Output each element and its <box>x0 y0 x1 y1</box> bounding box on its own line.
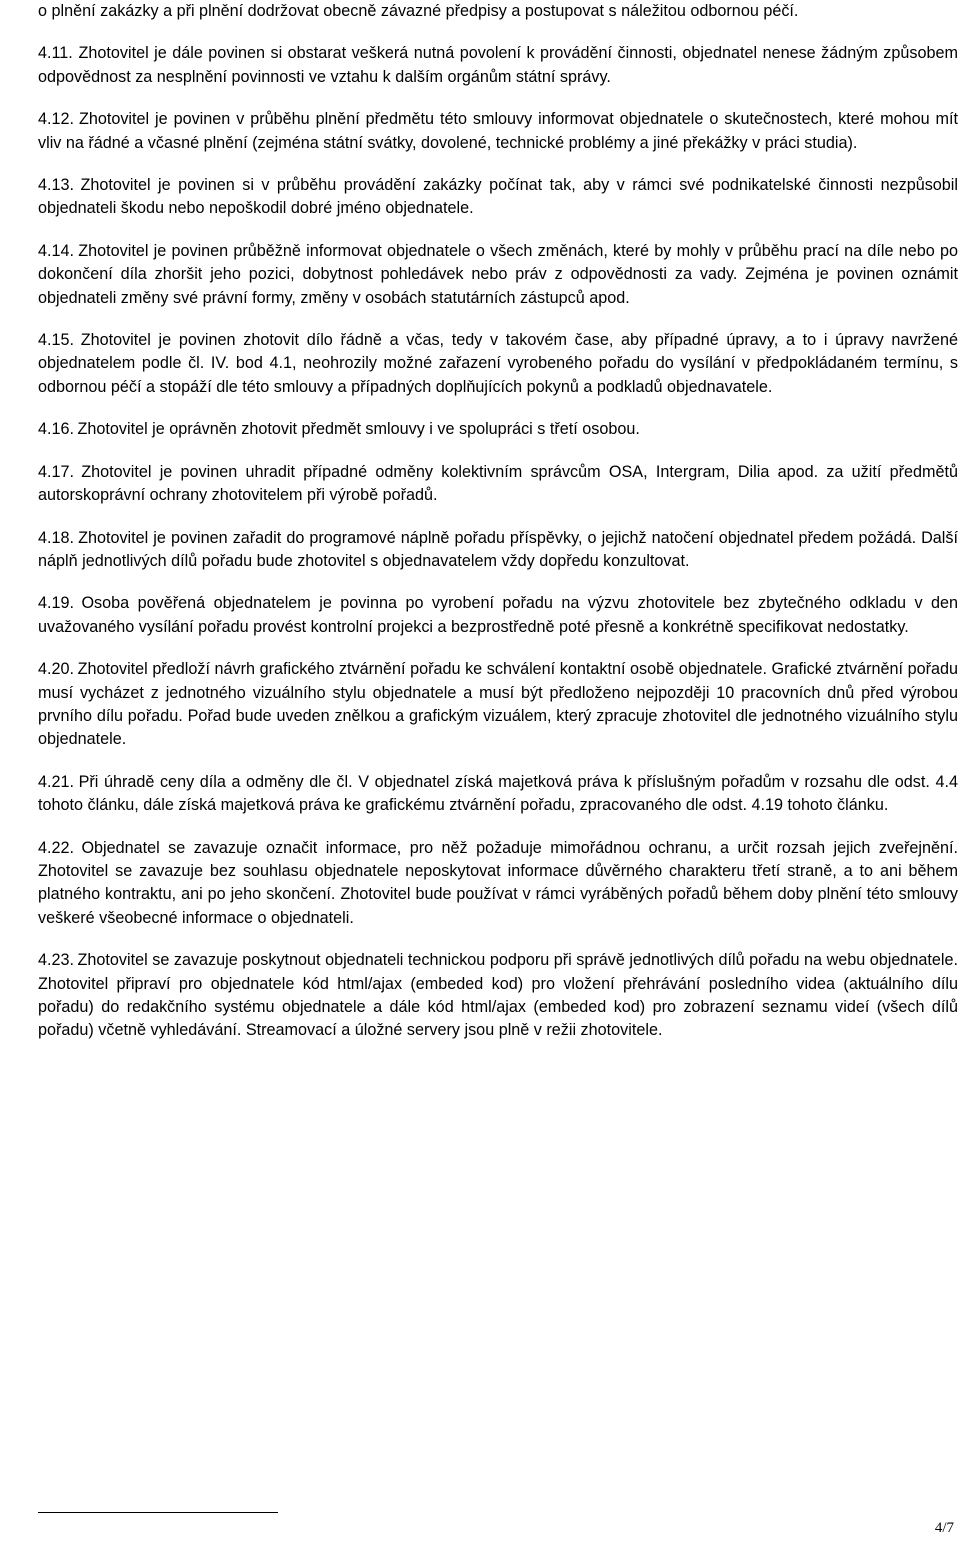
clause-number: 4.21. <box>38 772 75 791</box>
clause-4-22 <box>38 837 958 931</box>
clause-4-12 <box>38 108 958 155</box>
clause-text: Zhotovitel je povinen zařadit do programové náplně pořadu příspěvky, o jejichž natočení objednatel předem požádá. Další náplň jednotlivých dílů pořadu bude zhotovitel s objednavatelem vždy dopředu konzultovat. <box>38 528 958 570</box>
clause-text: Zhotovitel je povinen v průběhu plnění předmětu této smlouvy informovat objednatele o skutečnostech, které mohou mít vliv na řádné a včasné plnění (zejména státní svátky, dovolené, technické problémy a jiné překážky v práci studia). <box>38 110 958 152</box>
clause-4-16 <box>38 418 958 441</box>
clause-4-21 <box>38 771 958 818</box>
clause-text: Objednatel se zavazuje označit informace, pro něž požaduje mimořádnou ochranu, a určit rozsah jejich zveřejnění. Zhotovitel se zavazuje bez souhlasu objednatele neposkytovat informace důvěrného charakteru třetí straně, a to ani během platného kontraktu, ani po jeho skončení. Zhotovitel bude používat v rámci vyráběných pořadů během doby plnění této smlouvy veškeré všeobecné informace o objednateli. <box>38 838 959 927</box>
page-number: 4/7 <box>934 1520 954 1536</box>
clause-text: Při úhradě ceny díla a odměny dle čl. V objednatel získá majetková práva k příslušným pořadům v rozsahu dle odst. 4.4 tohoto článku, dále získá majetková práva ke grafickému ztvárnění pořadu, zpracovaného dle odst. 4.19 tohoto článku. <box>38 772 958 815</box>
clause-4-15 <box>38 329 958 399</box>
clause-number: 4.22. <box>38 838 75 857</box>
clause-text: Zhotovitel se zavazuje poskytnout objednateli technickou podporu při správě jednotlivých dílů pořadu na webu objednatele. Zhotovitel připraví pro objednatele kód html/ajax (embeded kod) pro vložení přehrávání posledního videa (aktuálního dílu pořadu) do redakčního systému objednatele a dále kód html/ajax (embeded kod) pro zobrazení seznamu videí (všech dílů pořadu) včetně vyhledávání. Streamovací a úložné servery jsou plně v režii zhotovitele. <box>38 951 959 1040</box>
clause-number: 4.17. <box>38 462 75 481</box>
footer-divider <box>38 1512 278 1513</box>
clause-number: 4.18. <box>38 528 75 547</box>
clause-text: Osoba pověřená objednatelem je povinna po vyrobení pořadu na výzvu zhotovitele bez zbytečného odkladu v den uvažovaného vysílání pořadu provést kontrolní projekci a bezprostředně poté přesně a konkrétně specifikovat nedostatky. <box>38 594 959 636</box>
clause-number: 4.13. <box>38 176 75 195</box>
clause-number: 4.19. <box>38 594 75 613</box>
clause-text: Zhotovitel je povinen uhradit případné odměny kolektivním správcům OSA, Intergram, Dilia apod. za užití předmětů autorskoprávní ochrany zhotovitelem při výrobě pořadů. <box>38 462 959 505</box>
clause-4-13 <box>38 174 958 221</box>
clause-text: Zhotovitel je oprávněn zhotovit předmět smlouvy i ve spolupráci s třetí osobou. <box>77 420 640 439</box>
clause-4-11 <box>38 42 958 89</box>
clause-4-19 <box>38 592 958 639</box>
clause-text: Zhotovitel je dále povinen si obstarat veškerá nutná povolení k provádění činnosti, objednatel nenese žádným způsobem odpovědnost za nesplnění povinnosti ve vztahu k dalším orgánům státní správy. <box>38 44 958 86</box>
clause-4-18 <box>38 527 958 574</box>
clause-number: 4.15. <box>38 331 75 350</box>
clause-text: Zhotovitel předloží návrh grafického ztvárnění pořadu ke schválení kontaktní osobě objednatele. Grafické ztvárnění pořadu musí vycházet z jednotného vizuálního stylu objednatele a musí být předloženo nejpozději 10 pracovních dnů před výrobou prvního dílu pořadu. Pořad bude uveden znělkou a grafickým vizuálem, který zpracuje zhotovitel dle jednotného vizuálního stylu objednatele. <box>38 660 958 749</box>
clause-text: Zhotovitel je povinen si v průběhu provádění zakázky počínat tak, aby v rámci své podnikatelské činnosti nezpůsobil objednateli škodu nebo nepoškodil dobré jméno objednatele. <box>38 176 958 218</box>
document-page <box>38 0 958 1062</box>
clause-text: Zhotovitel je povinen průběžně informovat objednatele o všech změnách, které by mohly v průběhu prací na díle nebo po dokončení díla zhoršit jeho pozici, dobytnost pohledávek nebo práv z odpovědnosti za vady. Zejména je povinen oznámit objednateli změny své právní formy, změny v osobách statutárních zástupců apod. <box>38 241 958 307</box>
clause-4-23 <box>38 949 958 1043</box>
clause-number: 4.12. <box>38 110 75 129</box>
clause-4-14 <box>38 240 958 310</box>
clause-number: 4.23. <box>38 951 75 970</box>
clause-4-20 <box>38 658 958 752</box>
clause-4-17 <box>38 461 958 508</box>
clause-number: 4.11. <box>38 44 73 63</box>
clause-number: 4.14. <box>38 241 75 260</box>
continuation-paragraph: o plnění zakázky a při plnění dodržovat obecně závazné předpisy a postupovat s náležitou odbornou péčí. <box>38 2 799 20</box>
clause-text: Zhotovitel je povinen zhotovit dílo řádně a včas, tedy v takovém čase, aby případné úpravy, a to i úpravy navržené objednatelem podle čl. IV. bod 4.1, neohrozily možné zařazení vyrobeného pořadu do vysílání v předpokládaném termínu, s odbornou péčí a stopáží dle této smlouvy a případných doplňujících pokynů a podkladů objednavatele. <box>38 331 958 396</box>
clause-number: 4.16. <box>38 420 75 439</box>
clause-number: 4.20. <box>38 660 75 679</box>
